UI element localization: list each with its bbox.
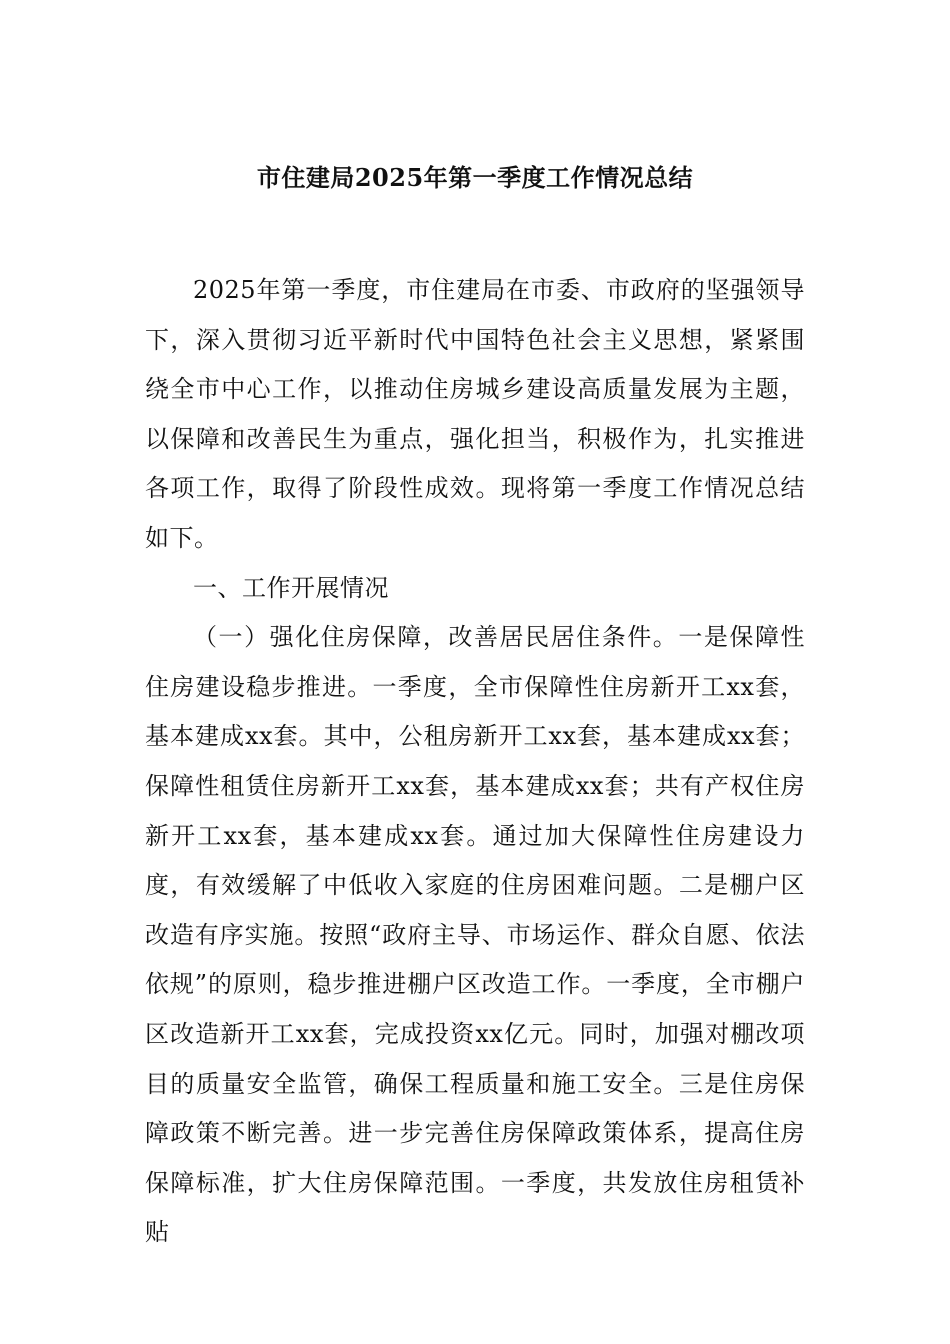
section-paragraph: （一）强化住房保障，改善居民居住条件。一是保障性住房建设稳步推进。一季度，全市保障性住房新开工xx套，基本建成xx套。其中，公租房新开工xx套，基本建成xx套；保障性租赁住房新开工xx套，基本建成xx套；共有产权住房新开工xx套，基本建成xx套。通过加大保障性住房建设力度，有效缓解了中低收入家庭的住房困难问题。二是棚户区改造有序实施。按照“政府主导、市场运作、群众自愿、依法依规”的原则，稳步推进棚户区改造工作。一季度，全市棚户区改造新开工xx套，完成投资xx亿元。同时，加强对棚改项目的质量安全监管，确保工程质量和施工安全。三是住房保障政策不断完善。进一步完善住房保障政策体系，提高住房保障标准，扩大住房保障范围。一季度，共发放住房租赁补贴 <box>145 623 805 1247</box>
section-heading: 一、工作开展情况 <box>193 573 389 602</box>
intro-paragraph: 2025年第一季度，市住建局在市委、市政府的坚强领导下，深入贯彻习近平新时代中国特色社会主义思想，紧紧围绕全市中心工作，以推动住房城乡建设高质量发展为主题，以保障和改善民生为重点，强化担当，积极作为，扎实推进各项工作，取得了阶段性成效。现将第一季度工作情况总结如下。 <box>145 276 805 552</box>
document-body <box>145 266 805 1258</box>
document-title: 市住建局2025年第一季度工作情况总结 <box>256 163 694 192</box>
